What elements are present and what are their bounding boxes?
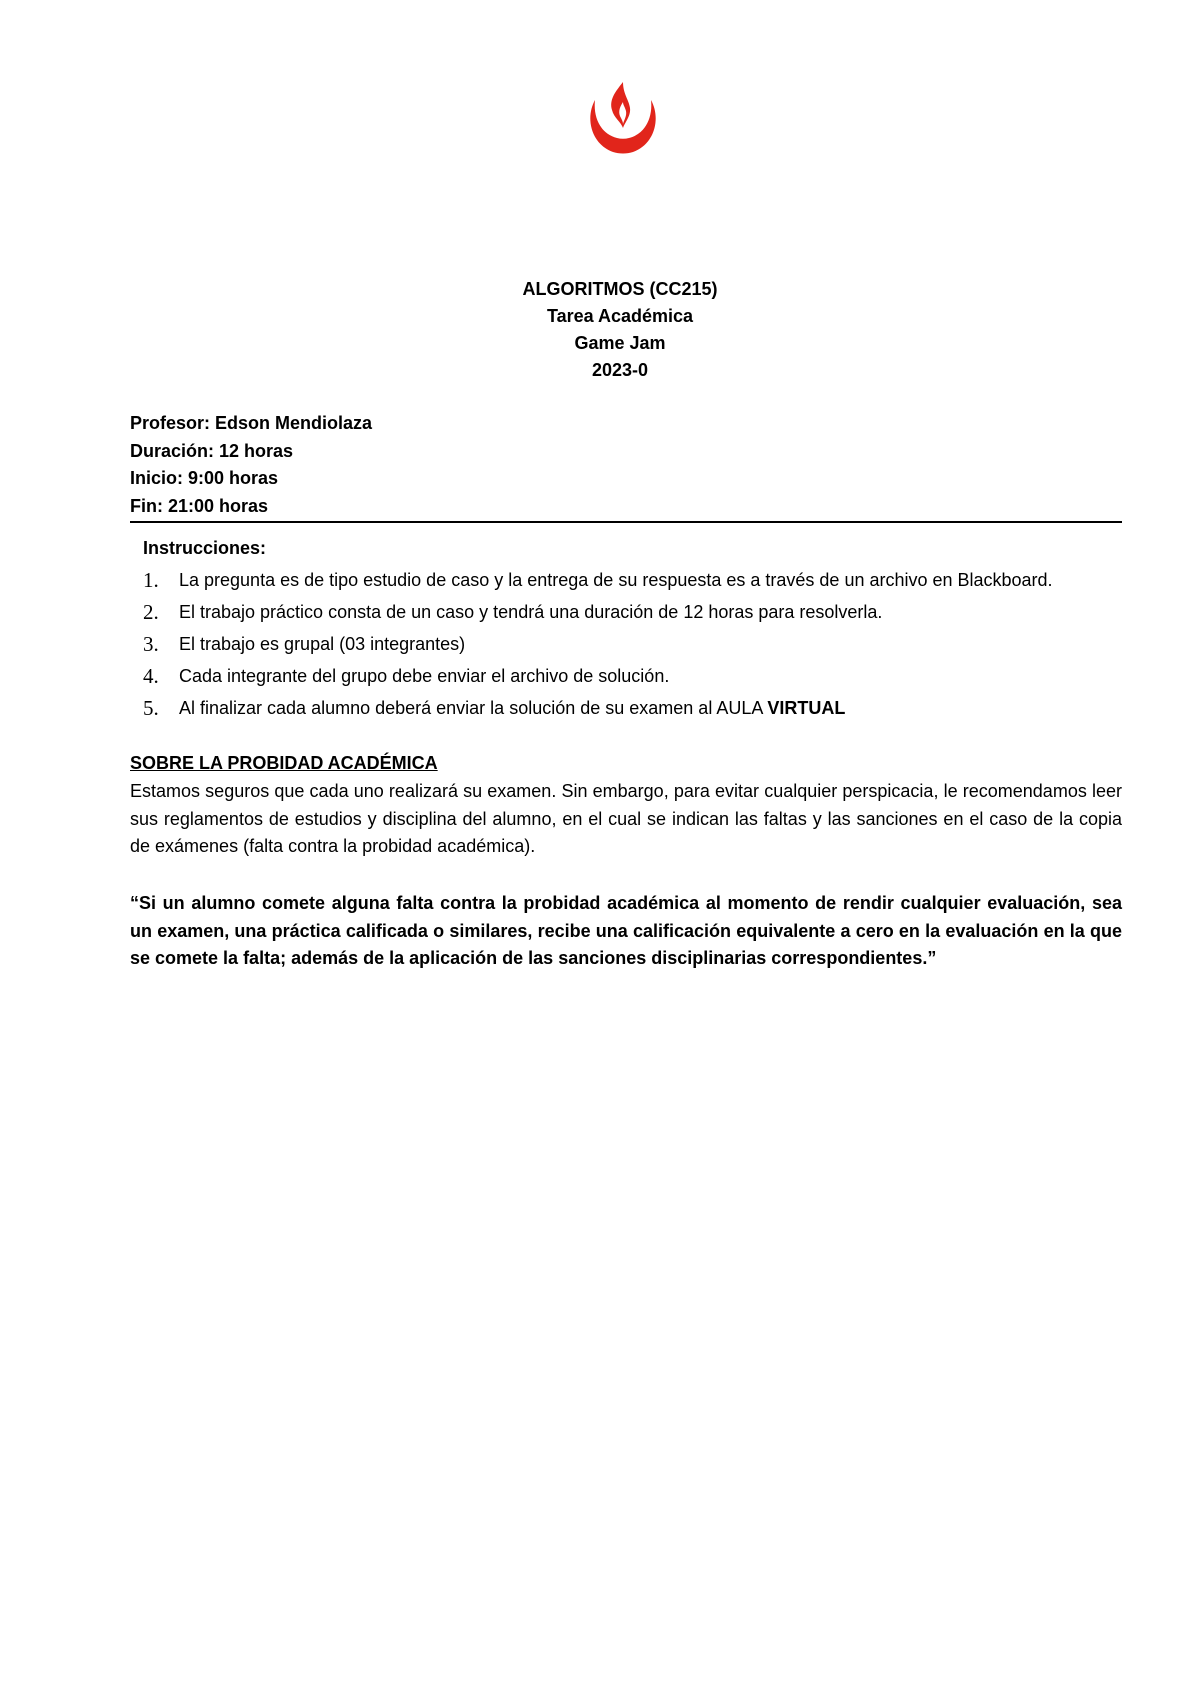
list-item-text: Al finalizar cada alumno deberá enviar la solución de su examen al AULA: [179, 698, 768, 718]
list-item-number: 1.: [143, 568, 159, 592]
instructions-section: [143, 534, 1123, 726]
list-item: [143, 662, 1123, 690]
list-item-text: La pregunta es de tipo estudio de caso y la entrega de su respuesta es a través de un archivo en Blackboard.: [179, 570, 1053, 590]
list-item: [143, 598, 1123, 626]
list-item-number: 3.: [143, 632, 159, 656]
list-item-number: 5.: [143, 696, 159, 720]
list-item: [143, 630, 1123, 658]
duration-line: Duración: 12 horas: [130, 440, 294, 461]
course-title: ALGORITMOS (CC215): [522, 279, 718, 299]
probidad-quote: “Si un alumno comete alguna falta contra la probidad académica al momento de rendir cualquier evaluación, sea un examen, una práctica calificada o similares, recibe una calificación equivalente a cero en la evaluación en la que se comete la falta; además de la aplicación de las sanciones disciplinarias correspondientes.”: [130, 893, 1122, 968]
list-item-text: El trabajo práctico consta de un caso y tendrá una duración de 12 horas para resolverla.: [179, 602, 883, 622]
list-item-text: El trabajo es grupal (03 integrantes): [179, 634, 466, 654]
probidad-section-title: SOBRE LA PROBIDAD ACADÉMICA: [130, 753, 438, 773]
upc-flame-logo-icon: [585, 78, 661, 158]
end-line: Fin: 21:00 horas: [130, 495, 269, 516]
list-item-bold-text: VIRTUAL: [767, 698, 846, 718]
header-divider: [130, 521, 1122, 523]
start-line: Inicio: 9:00 horas: [130, 468, 279, 488]
assignment-name: Game Jam: [574, 333, 666, 353]
exam-metadata: [130, 410, 372, 520]
list-item: [143, 566, 1123, 594]
list-item-text: Cada integrante del grupo debe enviar el archivo de solución.: [179, 666, 670, 686]
title-block: [0, 276, 1200, 384]
list-item: [143, 694, 1123, 722]
assignment-type: Tarea Académica: [546, 306, 694, 326]
instructions-list: [143, 566, 1123, 722]
list-item-number: 4.: [143, 664, 159, 688]
term: 2023-0: [591, 360, 649, 380]
probidad-paragraph: Estamos seguros que cada uno realizará su examen. Sin embargo, para evitar cualquier perspicacia, le recomendamos leer sus reglamentos de estudios y disciplina del alumno, en el cual se indican las faltas y las sanciones en el caso de la copia de exámenes (falta contra la probidad académica).: [130, 781, 1122, 856]
professor-line: Profesor: Edson Mendiolaza: [130, 413, 373, 433]
list-item-number: 2.: [143, 600, 159, 624]
instructions-title: Instrucciones:: [143, 538, 267, 558]
